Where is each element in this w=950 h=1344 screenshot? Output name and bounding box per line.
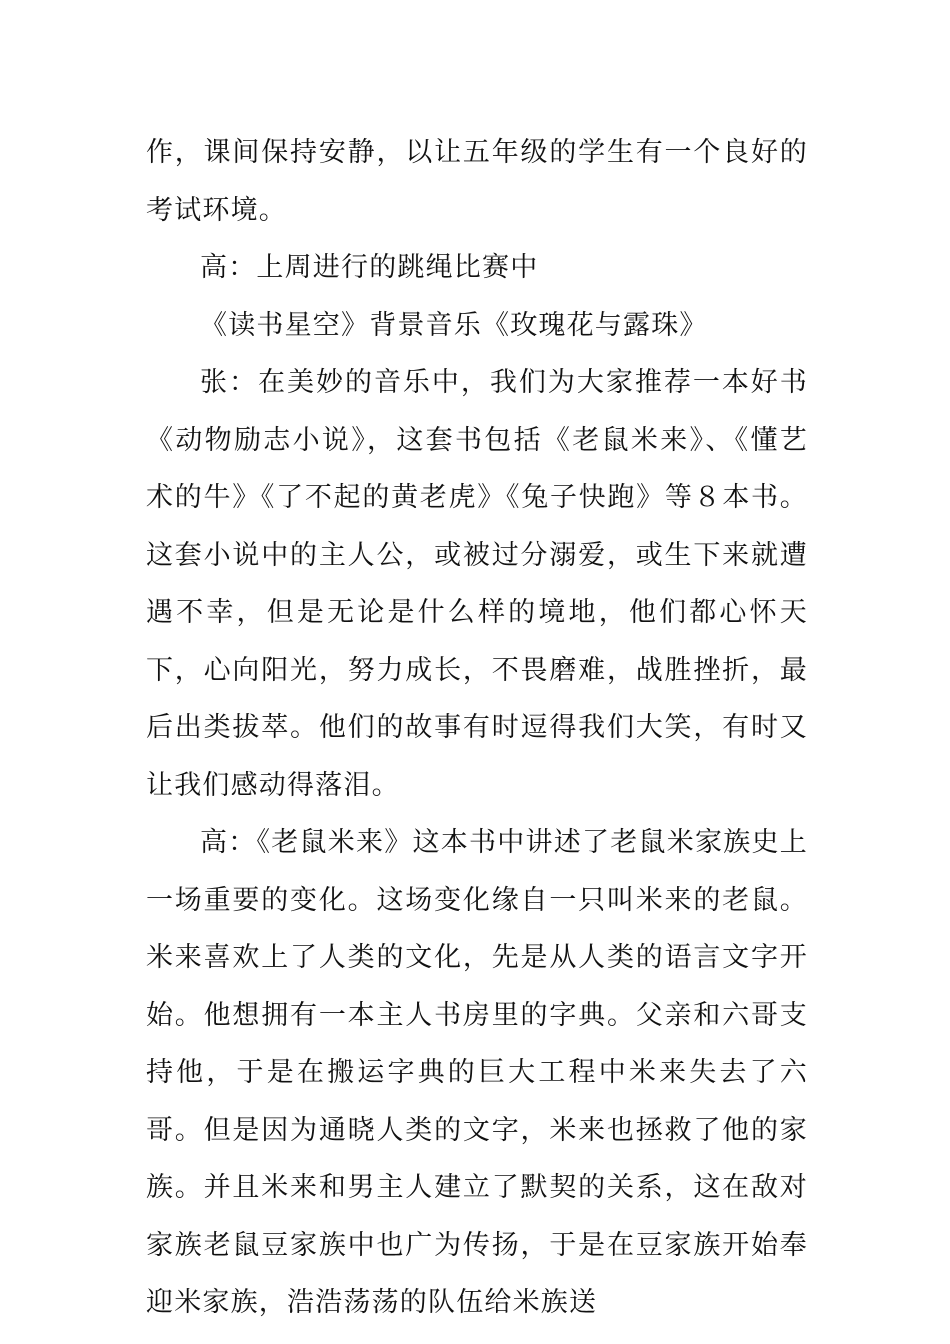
paragraph-reading-stars: 《读书星空》背景音乐《玫瑰花与露珠》 xyxy=(200,309,708,341)
paragraph-book-recommendation: 张：在美妙的音乐中，我们为大家推荐一本好书《动物励志小说》，这套书包括《老鼠米来》、《懂艺术的牛》《了不起的黄老虎》《兔子快跑》等８本书。这套小说中的主人公，或被过分溺爱，或生下来就遭遇不幸，但是无论是什么样的境地，他们都心怀天下，心向阳光，努力成长，不畏磨难，战胜挫折，最后出类拔萃。他们的故事有时逗得我们大笑，有时又让我们感动得落泪。 xyxy=(146,367,808,801)
paragraph-mouse-milai-story: 高：《老鼠米来》这本书中讲述了老鼠米家族史上一场重要的变化。这场变化缘自一只叫米来的老鼠。米来喜欢上了人类的文化，先是从人类的语言文字开始。他想拥有一本主人书房里的字典。父亲和六哥支持他，于是在搬运字典的巨大工程中米来失去了六哥。但是因为通晓人类的文字，米来也拯救了他的家族。并且米来和男主人建立了默契的关系，这在敌对家族老鼠豆家族中也广为传扬，于是在豆家族开始奉迎米家族，浩浩荡荡的队伍给米族送 xyxy=(146,827,808,1318)
paragraph-continuation: 作，课间保持安静，以让五年级的学生有一个良好的考试环境。 xyxy=(146,137,808,226)
paragraph-jump-rope-intro: 高：上周进行的跳绳比赛中 xyxy=(200,252,539,283)
document-body xyxy=(146,124,808,1332)
